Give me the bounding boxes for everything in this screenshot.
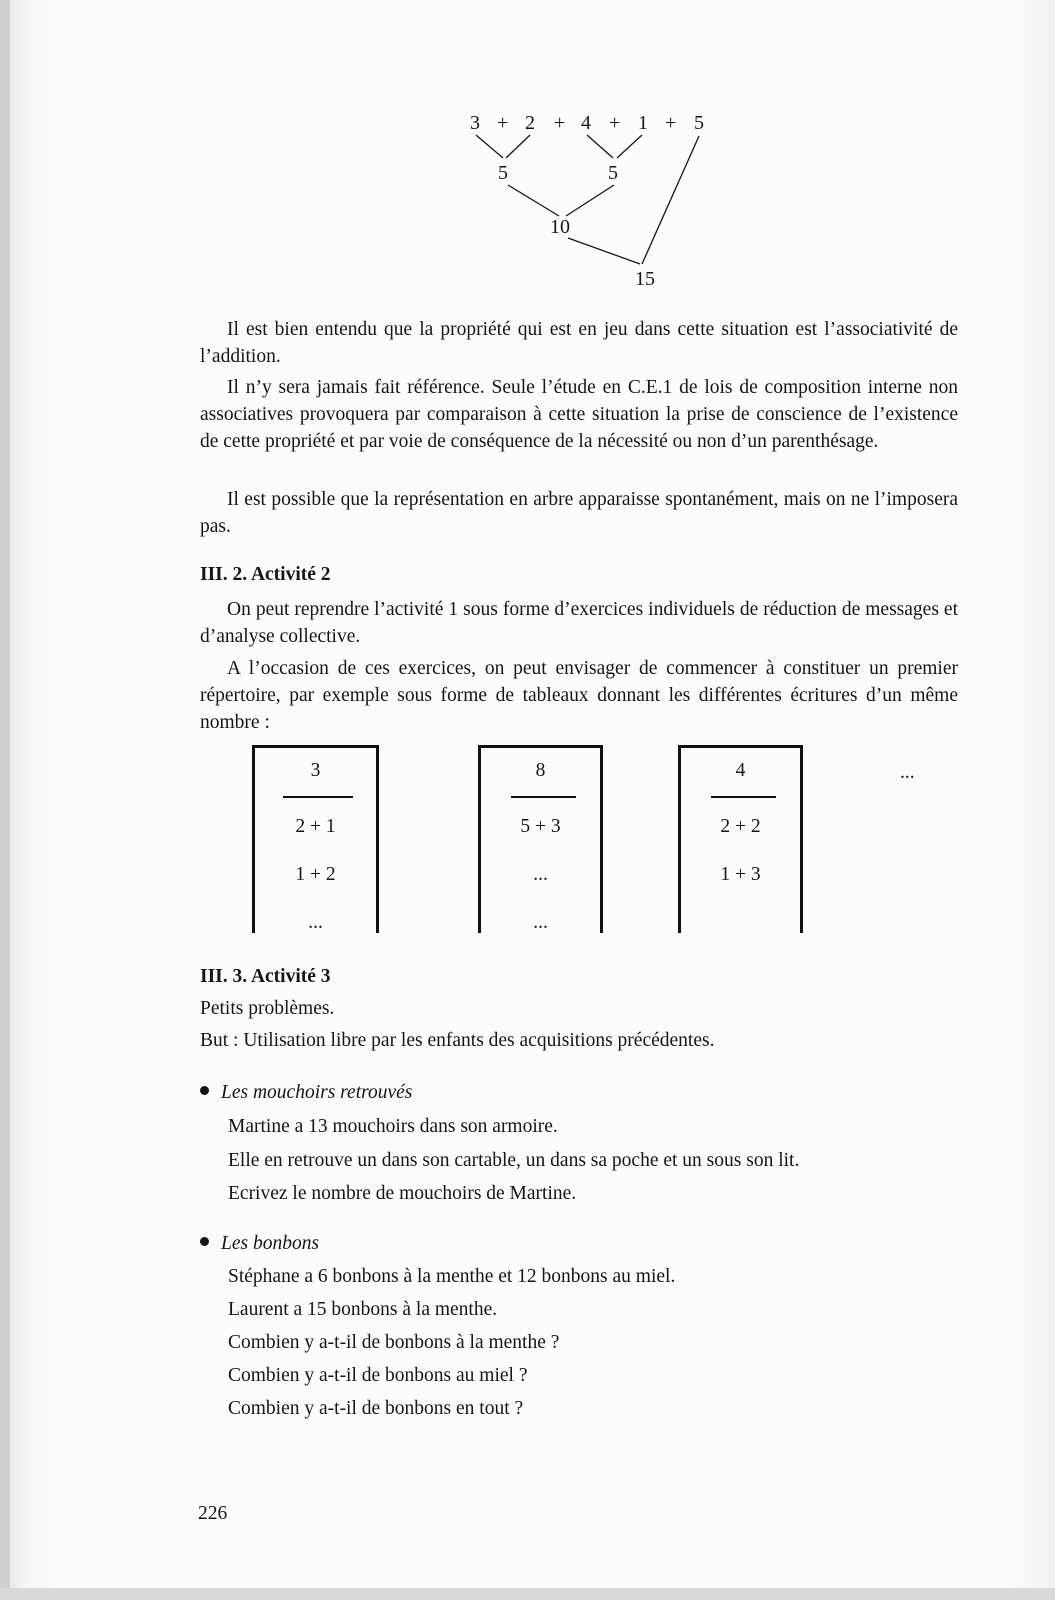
tree-term-5: 5 — [694, 112, 704, 134]
tree-branch — [506, 135, 530, 158]
problem-title-text: Les bonbons — [221, 1233, 320, 1254]
number-table-4 — [678, 745, 803, 933]
heading-activite-2: III. 2. Activité 2 — [200, 564, 331, 585]
table-number: 4 — [735, 760, 746, 781]
paragraph-no-reference: Il n’y sera jamais fait référence. Seule l’étude en C.E.1 de lois de composition interne non associatives provoquera par comparaison à cette situation la prise de conscience de l’existence de cette propriété et par voie de conséquence de la nécessité ou non d’un parenthésage. — [200, 377, 958, 452]
table-row: ... — [533, 912, 548, 933]
problem-title-text: Les mouchoirs retrouvés — [221, 1082, 413, 1103]
bullet-icon — [200, 1237, 209, 1246]
paragraph-associativity: Il est bien entendu que la propriété qui est en jeu dans cette situation est l’associativité de l’addition. — [200, 319, 958, 367]
table-rule — [283, 796, 353, 798]
tree-branch — [566, 185, 614, 216]
table-row: ... — [533, 864, 548, 885]
tree-term-2: 2 — [525, 112, 535, 134]
page-bottom-edge — [0, 1588, 1055, 1600]
problem-line: Combien y a-t-il de bonbons au miel ? — [228, 1365, 528, 1386]
table-row: 5 + 3 — [520, 816, 561, 837]
tree-plus: + — [665, 112, 677, 134]
book-spine-shadow — [0, 0, 10, 1600]
tree-plus: + — [609, 112, 621, 134]
problem-line: Elle en retrouve un dans son cartable, un dans sa poche et un sous son lit. — [228, 1150, 800, 1171]
tree-branch — [617, 135, 642, 158]
number-table-3 — [252, 745, 379, 933]
table-row: 1 + 2 — [295, 864, 336, 885]
activite-3-subtitle: Petits problèmes. — [200, 998, 335, 1019]
tables-continuation: ... — [900, 762, 915, 783]
table-row: 2 + 2 — [720, 816, 761, 837]
activite-3-goal: But : Utilisation libre par les enfants des acquisitions précédentes. — [200, 1030, 715, 1051]
page-number: 226 — [198, 1502, 228, 1524]
table-number: 3 — [310, 760, 321, 781]
table-rule — [711, 796, 776, 798]
heading-activite-3: III. 3. Activité 3 — [200, 966, 331, 987]
tree-partial-sum-left: 5 — [498, 162, 508, 184]
tree-branch — [642, 136, 699, 264]
table-row: ... — [308, 912, 323, 933]
problem-line: Combien y a-t-il de bonbons à la menthe ? — [228, 1332, 560, 1353]
tree-plus: + — [554, 112, 566, 134]
tree-branch — [587, 135, 613, 158]
problem-line: Ecrivez le nombre de mouchoirs de Martine. — [228, 1183, 577, 1204]
number-table-8 — [478, 745, 603, 933]
table-row: 1 + 3 — [720, 864, 761, 885]
problem-mouchoirs-title — [200, 1082, 412, 1104]
bullet-icon — [200, 1086, 209, 1095]
tree-term-4: 4 — [581, 112, 591, 134]
paragraph-repertoire: A l’occasion de ces exercices, on peut envisager de commencer à constituer un premier répertoire, par exemple sous forme de tableaux donnant les différentes écritures d’un même nombre : — [200, 658, 958, 733]
problem-line: Martine a 13 mouchoirs dans son armoire. — [228, 1116, 558, 1137]
tree-branch — [508, 185, 559, 216]
tree-term-1: 1 — [638, 112, 648, 134]
table-number: 8 — [535, 760, 546, 781]
table-rule — [511, 796, 576, 798]
paragraph-tree-representation: Il est possible que la représentation en arbre apparaisse spontanément, mais on ne l’imposera pas. — [200, 489, 958, 537]
paragraph-activite-2-intro: On peut reprendre l’activité 1 sous forme d’exercices individuels de réduction de messages et d’analyse collective. — [200, 599, 958, 647]
tree-branch — [476, 135, 503, 158]
tree-partial-sum-right: 5 — [608, 162, 618, 184]
tree-sum-10: 10 — [550, 216, 570, 238]
tree-plus: + — [497, 112, 509, 134]
problem-bonbons-title — [200, 1233, 319, 1255]
problem-line: Laurent a 15 bonbons à la menthe. — [228, 1299, 498, 1320]
addition-tree-diagram — [450, 100, 730, 295]
problem-line: Stéphane a 6 bonbons à la menthe et 12 bonbons au miel. — [228, 1266, 676, 1287]
problem-line: Combien y a-t-il de bonbons en tout ? — [228, 1398, 524, 1419]
tree-total-15: 15 — [635, 268, 655, 290]
tree-term-3: 3 — [470, 112, 480, 134]
tree-branch — [568, 238, 640, 264]
table-row: 2 + 1 — [295, 816, 336, 837]
